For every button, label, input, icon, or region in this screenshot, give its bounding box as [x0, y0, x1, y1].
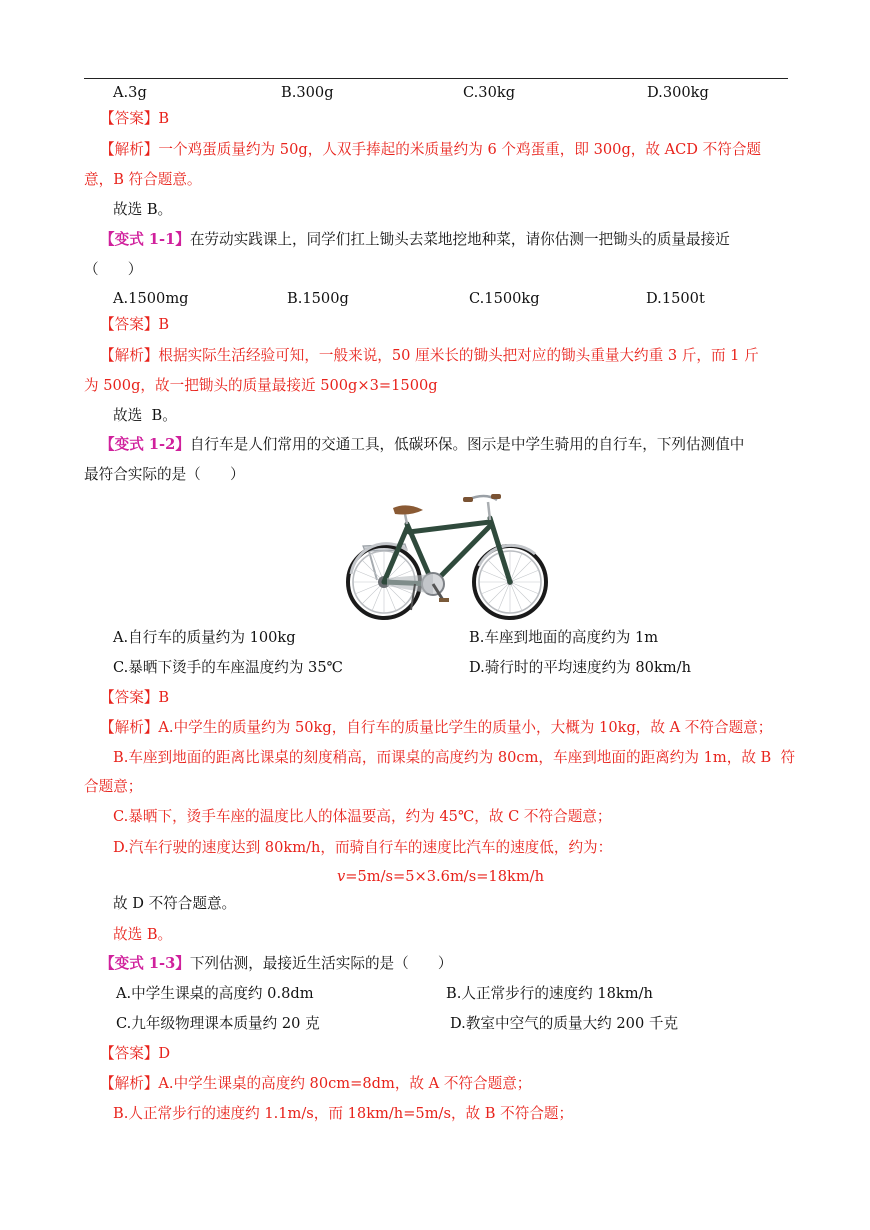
v13-answer — [100, 1044, 170, 1064]
v12-explanation-line-4: C.暴晒下，烫手车座的温度比人的体温要高，约为 45℃，故 C 不符合题意； — [113, 808, 612, 825]
v12-option-c: C.暴晒下烫手的车座温度约为 35℃ — [113, 659, 343, 676]
explanation-tag: 【解析】 — [100, 347, 159, 364]
v11-answer — [100, 315, 169, 335]
v12-speed-formula — [337, 867, 544, 887]
v12-stem-line-1 — [100, 435, 744, 455]
v12-option-b: B.车座到地面的高度约为 1m — [469, 629, 659, 646]
q1-option-c: C.30kg — [463, 84, 516, 101]
stem-text: 下列估测，最接近生活实际的是（ ） — [189, 955, 453, 972]
v12-option-a: A.自行车的质量约为 100kg — [113, 629, 296, 646]
explanation-text: 一个鸡蛋质量约为 50g，人双手捧起的米质量约为 6 个鸡蛋重，即 300g，故 ACD 不符合题 — [158, 141, 762, 158]
v12-answer — [100, 688, 169, 708]
v12-explanation-line-1 — [100, 718, 772, 738]
v11-option-b: B.1500g — [287, 290, 349, 307]
header-rule — [84, 78, 788, 79]
q1-explanation-line-1 — [100, 140, 761, 160]
v11-option-a: A.1500mg — [113, 290, 189, 307]
saddle — [393, 505, 423, 514]
v13-option-a: A.中学生课桌的高度约 0.8dm — [116, 985, 314, 1002]
v11-explanation-line-2: 为 500g，故一把锄头的质量最接近 500g×3=1500g — [84, 377, 438, 394]
v13-option-d: D.教室中空气的质量大约 200 千克 — [450, 1015, 679, 1032]
explanation-text: A.中学生的质量约为 50kg，自行车的质量比学生的质量小，大概为 10kg，故 A 不符合题意； — [158, 719, 773, 736]
variant-tag: 【变式 1-1】 — [100, 231, 190, 248]
v11-explanation-line-1 — [100, 346, 759, 366]
q1-option-b: B.300g — [281, 84, 334, 101]
stem-text: 自行车是人们常用的交通工具，低碳环保。图示是中学生骑用的自行车，下列估测值中 — [189, 436, 745, 453]
q1-option-a: A.3g — [113, 84, 147, 101]
q1-answer — [100, 109, 169, 129]
v11-option-d: D.1500t — [646, 290, 705, 307]
q1-explanation-line-2: 意，B 符合题意。 — [84, 171, 202, 188]
v12-conclusion: 故选 B。 — [113, 926, 173, 943]
answer-value: B — [158, 110, 170, 127]
v12-option-d: D.骑行时的平均速度约为 80km/h — [469, 659, 691, 676]
explanation-tag: 【解析】 — [100, 1075, 159, 1092]
formula-rest: =5m/s=5×3.6m/s=18km/h — [345, 868, 544, 885]
velocity-symbol: v — [337, 868, 346, 885]
explanation-tag: 【解析】 — [100, 141, 159, 158]
bicycle-image — [345, 488, 551, 620]
explanation-text: 根据实际生活经验可知，一般来说，50 厘米长的锄头把对应的锄头重量大约重 3 斤，而 1 斤 — [158, 347, 759, 364]
answer-tag: 【答案】 — [100, 110, 159, 127]
answer-tag: 【答案】 — [100, 316, 159, 333]
variant-tag: 【变式 1-2】 — [100, 436, 190, 453]
v12-explanation-line-6: 故 D 不符合题意。 — [113, 895, 237, 912]
v12-explanation-line-2: B.车座到地面的距离比课桌的刻度稍高，而课桌的高度约为 80cm，车座到地面的距离约为 1m，故 B 符 — [113, 749, 796, 766]
v13-option-c: C.九年级物理课本质量约 20 克 — [116, 1015, 320, 1032]
variant-tag: 【变式 1-3】 — [100, 955, 190, 972]
answer-tag: 【答案】 — [100, 689, 159, 706]
v11-option-c: C.1500kg — [469, 290, 540, 307]
v11-stem-line-1 — [100, 230, 730, 250]
v13-explanation-line-1 — [100, 1074, 531, 1094]
v11-stem-line-2: （ ） — [84, 261, 143, 278]
stem-text: 在劳动实践课上，同学们扛上锄头去菜地挖地种菜，请你估测一把锄头的质量最接近 — [189, 231, 730, 248]
explanation-text: A.中学生课桌的高度约 80cm=8dm，故 A 不符合题意； — [158, 1075, 532, 1092]
answer-tag: 【答案】 — [100, 1045, 159, 1062]
answer-value: D — [158, 1045, 171, 1062]
v13-stem-line-1 — [100, 954, 453, 974]
q1-option-d: D.300kg — [647, 84, 709, 101]
v13-option-b: B.人正常步行的速度约 18km/h — [446, 985, 653, 1002]
v12-explanation-line-5: D.汽车行驶的速度达到 80km/h，而骑自行车的速度比汽车的速度低，约为： — [113, 839, 613, 856]
answer-value: B — [158, 689, 170, 706]
explanation-tag: 【解析】 — [100, 719, 159, 736]
q1-conclusion: 故选 B。 — [113, 201, 173, 218]
answer-value: B — [158, 316, 170, 333]
v12-explanation-line-3: 合题意； — [84, 778, 143, 795]
v12-stem-line-2: 最符合实际的是（ ） — [84, 466, 245, 483]
v13-explanation-line-2: B.人正常步行的速度约 1.1m/s，而 18km/h=5m/s，故 B 不符合题； — [113, 1105, 574, 1122]
v11-conclusion: 故选 B。 — [113, 407, 177, 424]
